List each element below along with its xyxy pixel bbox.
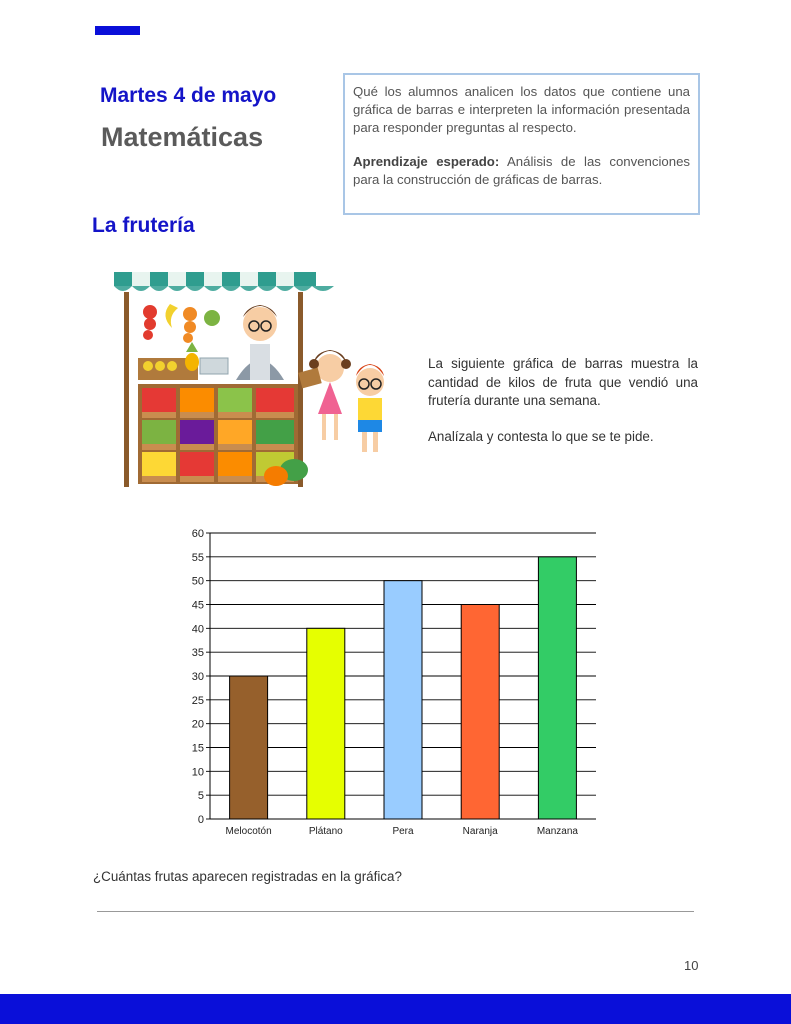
- bar-chart: [170, 520, 610, 845]
- y-tick-label: 20: [191, 718, 204, 731]
- x-tick-label: Naranja: [462, 826, 498, 837]
- chart-x-axis: [226, 826, 579, 837]
- y-tick-label: 0: [197, 814, 204, 826]
- bar-pera: [384, 581, 422, 819]
- top-accent-bar: [95, 26, 140, 35]
- awning: [114, 272, 334, 291]
- x-tick-label: Pera: [392, 826, 414, 837]
- fruit-stand-illustration: [108, 262, 418, 497]
- section-title: La frutería: [92, 214, 195, 237]
- x-tick-label: Manzana: [536, 826, 578, 837]
- expected-text: Análisis de las convenciones para la construcción de gráficas de barras.: [353, 154, 691, 187]
- answer-line[interactable]: [97, 911, 694, 912]
- y-tick-label: 40: [191, 623, 204, 636]
- y-tick-label: 15: [191, 742, 204, 755]
- expected-learning: [353, 153, 690, 189]
- y-tick-label: 25: [191, 694, 204, 707]
- bar-melocoton: [230, 676, 268, 819]
- y-tick-label: 5: [197, 790, 204, 803]
- bar-naranja: [461, 605, 499, 820]
- x-tick-label: Melocotón: [225, 826, 272, 837]
- lesson-date: Martes 4 de mayo: [100, 84, 277, 107]
- chart-bars: [230, 557, 577, 819]
- y-tick-label: 60: [191, 528, 204, 540]
- question-text: ¿Cuántas frutas aparecen registradas en la gráfica?: [93, 869, 402, 884]
- intro-paragraph-2: Analízala y contesta lo que se te pide.: [428, 428, 654, 444]
- vendor-figure: [236, 305, 284, 380]
- chart-y-axis: [192, 528, 210, 826]
- hanging-fruit: [143, 304, 220, 343]
- y-tick-label: 50: [191, 575, 204, 588]
- y-tick-label: 35: [191, 647, 204, 660]
- bottom-accent-bar: [0, 994, 791, 1024]
- objective-text: Qué los alumnos analicen los datos que contiene una gráfica de barras e interpreten la información presentada para responder preguntas al respecto.: [353, 84, 690, 135]
- page-number: 10: [684, 958, 699, 973]
- lesson-subject: Matemáticas: [101, 122, 264, 152]
- boy-figure: [356, 364, 384, 452]
- objective-box: [343, 73, 700, 215]
- y-tick-label: 10: [191, 766, 204, 779]
- bar-manzana: [538, 557, 576, 819]
- y-tick-label: 55: [191, 551, 204, 564]
- intro-text: [428, 355, 698, 446]
- expected-label: Aprendizaje esperado:: [353, 154, 500, 169]
- intro-paragraph-1: La siguiente gráfica de barras muestra la cantidad de kilos de fruta que vendió una frutería durante una semana.: [428, 356, 698, 408]
- bar-platano: [307, 628, 345, 819]
- y-tick-label: 45: [191, 599, 204, 612]
- girl-figure: [298, 350, 351, 440]
- y-tick-label: 30: [191, 671, 204, 683]
- x-tick-label: Plátano: [308, 826, 343, 837]
